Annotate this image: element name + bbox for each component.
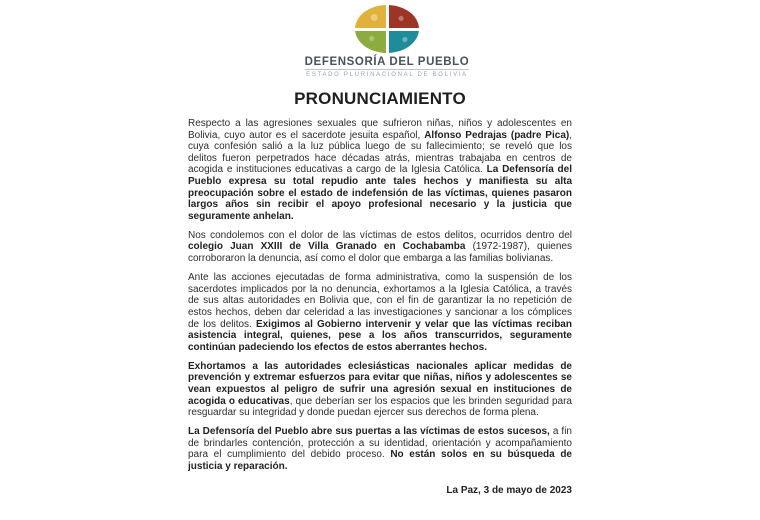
document-title: PRONUNCIAMIENTO [294, 89, 466, 108]
logo-texture [355, 5, 419, 53]
bold-text-run: La Defensoría del Pueblo expresa su total repudio ante tales hechos y manifiesta su alta preocupación sobre el estado de indefensión de las víctimas, quienes pasaron largos años sin recibir el apoyo profesional necesario y la justicia que seguramente anhelan. [188, 164, 573, 222]
text-run: (1972-1987), quienes corroboraron la denuncia, así como el dolor que embarga a las familias bolivianas. [188, 241, 572, 265]
logo [7, 5, 760, 78]
logo-subtitle: ESTADO PLURINACIONAL DE BOLIVIA [306, 72, 468, 78]
bold-text-run: Exhortamos a las autoridades eclesiásticas nacionales aplicar medidas de prevención y extremar esfuerzos para evitar que niñas, niños y adolescentes se vean expuestos al peligro de sufrir una agresión sexual en instituciones de acogida o educativas [188, 360, 572, 407]
text-run: Nos condolemos con el dolor de las víctimas de estos delitos, ocurridos dentro del [188, 229, 572, 241]
bold-text-run: Exigimos al Gobierno intervenir y velar que las víctimas reciban asistencia integral, quienes, pese a los años transcurridos, seguramente continúan padeciendo los efectos de estos aberrantes hechos. [188, 318, 572, 353]
text-run: , cuya confesión salió a la luz pública luego de su fallecimiento; se reveló que los delitos fueron perpetrados hace décadas atrás, mientras trabajaba en centros de acogida e instituciones educativas a cargo de la Iglesia Católica. [188, 129, 572, 176]
bold-text-run: No están solos en su búsqueda de justicia y reparación. [188, 449, 572, 473]
logo-title: DEFENSORÍA DEL PUEBLO [304, 56, 470, 68]
dateline: La Paz, 3 de mayo de 2023 [446, 484, 572, 496]
paragraphs [188, 118, 572, 473]
paragraph [188, 361, 572, 419]
text-run: a fin de brindarles contención, protección a su identidad, orientación y acompañamiento para el cumplimiento del debido proceso. [188, 426, 572, 461]
paragraph [188, 272, 572, 353]
text-run: Respecto a las agresiones sexuales que sufrieron niñas, niños y adolescentes en Bolivia, cuyo autor es el sacerdote jesuita español, [188, 118, 572, 141]
text-run: Ante las acciones ejecutadas de forma administrativa, como la suspensión de los sacerdotes implicados por la no denuncia, exhortamos a la Iglesia Católica, a través de sus altas autoridades en Bolivia que, con el fin de garantizar la no repetición de estos hechos, deben dar celeridad a las investigaciones y sancionar a los cómplices de los delitos. [188, 272, 572, 330]
paragraph [188, 230, 572, 265]
bold-text-run: Alfonso Pedrajas (padre Pica) [424, 129, 570, 141]
bold-text-run: La Defensoría del Pueblo abre sus puertas a las víctimas de estos sucesos, [188, 426, 550, 438]
text-run: , que deberían ser los espacios que les brinden seguridad para resguardar su integridad y donde puedan ejercer sus derechos de forma plena. [188, 395, 572, 419]
paragraph [188, 118, 572, 222]
document-body [188, 118, 572, 496]
bold-text-run: colegio Juan XXIII de Villa Granado en Cochabamba [188, 241, 466, 253]
defensoria-del-pueblo-logo-icon [355, 5, 419, 53]
paragraph [188, 426, 572, 472]
